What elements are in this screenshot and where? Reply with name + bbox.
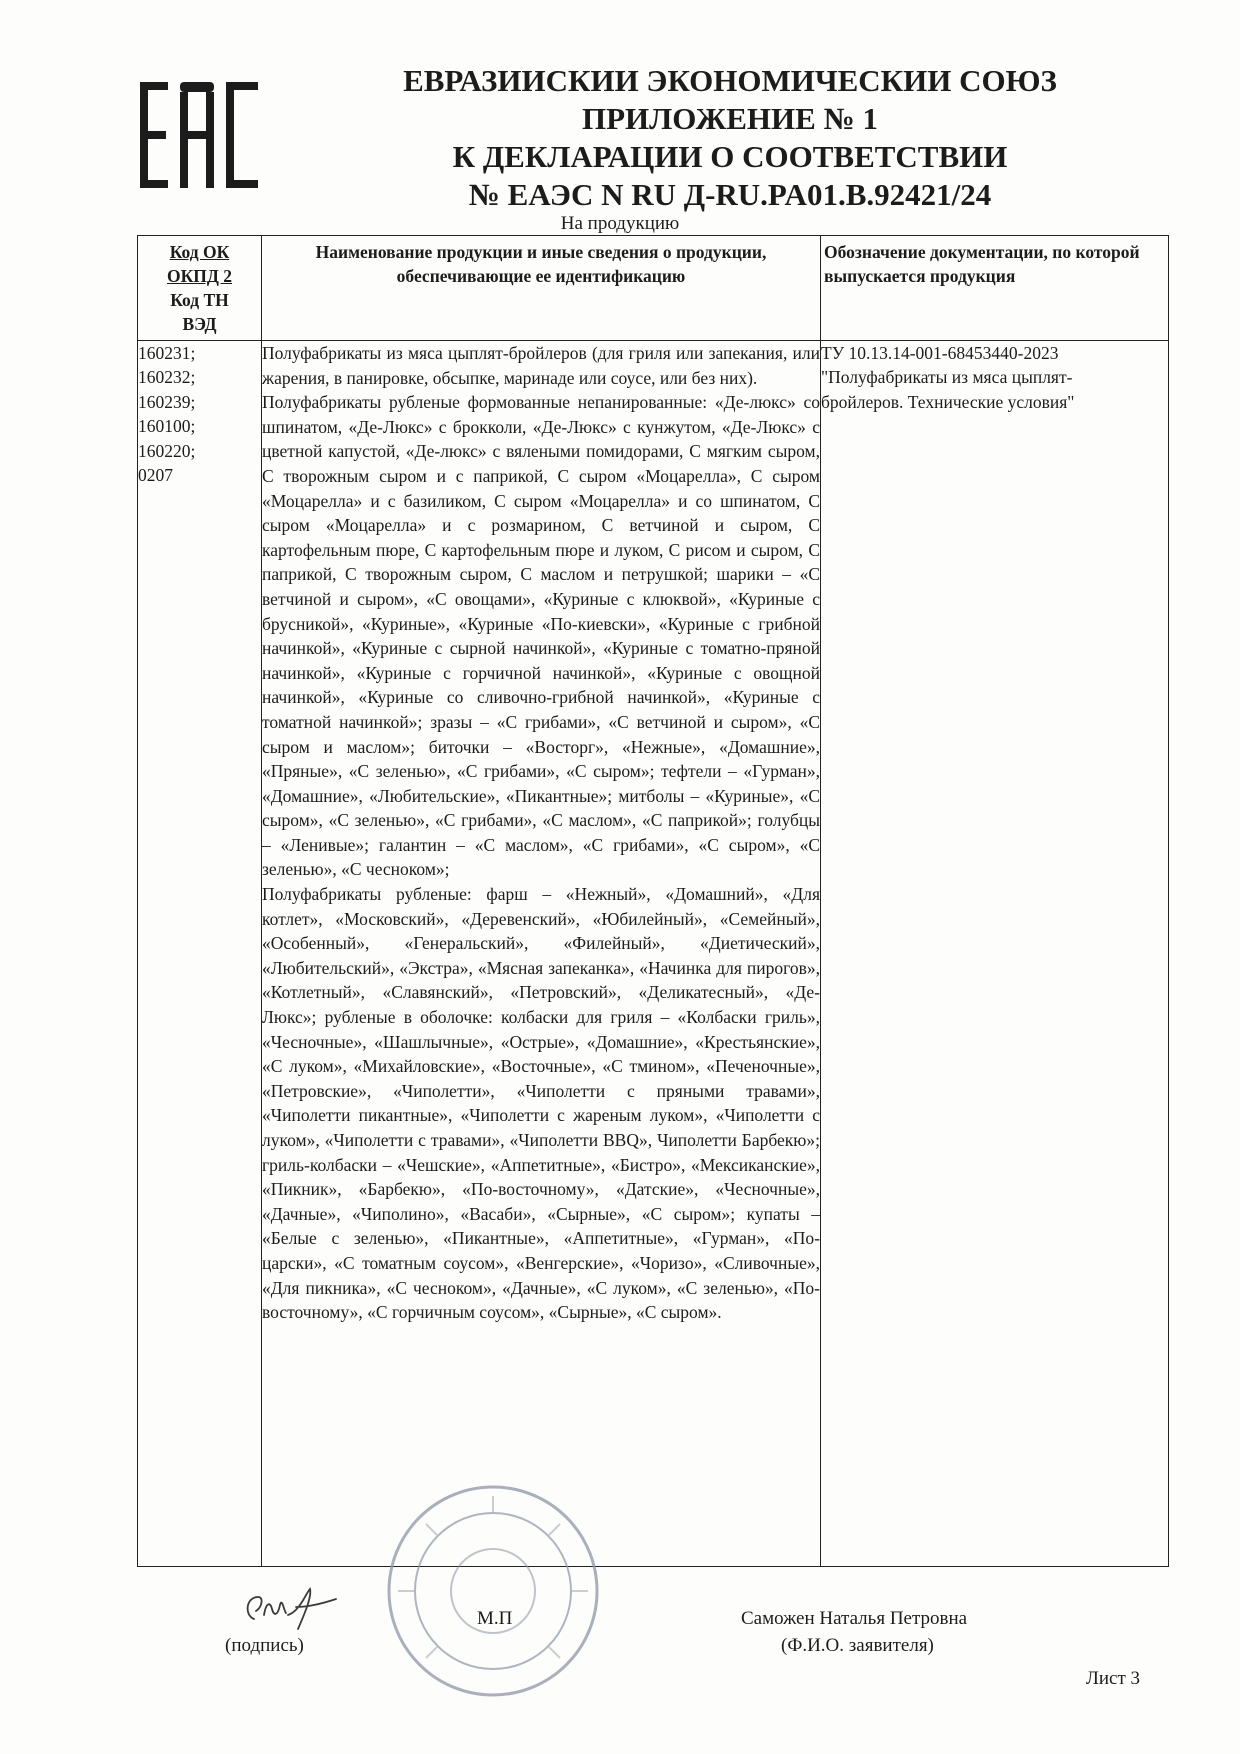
description-paragraph: Полуфабрикаты рубленые: фарш – «Нежный», «Домашний», «Для котлет», «Московский», «Деревенский», «Юбилейный», «Семейный», «Особенный», «Генеральский», «Филейный», «Диетический», «Любительский», «Экстра», «Мясная запеканка», «Начинка для пирогов», «Котлетный», «Славянский», «Петровский», «Деликатесный», «Де-Люкс»; рубленые в оболочке: колбаски для гриля – «Колбаски гриль», «Чесночные», «Шашлычные», «Острые», «Домашние», «Крестьянские», «С луком», «Михайловские», «Восточные», «С тмином», «Печеночные», «Петровские», «Чиполетти», «Чиполетти с пряными травами», «Чиполетти пикантные», «Чиполетти с жареным луком», «Чиполетти с луком», «Чиполетти с травами», «Чиполетти BBQ», Чиполетти Барбекю»; гриль-колбаски – «Чешские», «Аппетитные», «Бистро», «Мексиканские», «Пикник», «Барбекю», «По-восточному», «Датские», «Чесночные», «Дачные», «Чиполино», «Васаби», «Сырные», «С сыром»; купаты – «Белые с зеленью», «Пикантные», «Аппетитные», «Гурман», «По-царски», «С томатным соусом», «Венгерские», «Чоризо», «Сливочные», «Для пикника», «С чесноком», «Дачные», «С луком», «С зеленью», «По-восточному», «С горчичным соусом», «Сырные», «С сыром». [262, 884, 820, 1323]
header-subtitle: На продукцию [560, 213, 680, 234]
sheet-number: Лист 3 [1086, 1668, 1141, 1689]
stamp-label: М.П [477, 1608, 513, 1629]
header-code-ok: Код ОК [169, 242, 230, 262]
header-codes [138, 236, 262, 341]
applicant-label: (Ф.И.О. заявителя) [781, 1635, 934, 1656]
code-item: 160232; [138, 367, 196, 388]
header-ved: ВЭД [182, 314, 217, 334]
code-item: 160239; [138, 391, 196, 412]
products-table [137, 235, 1169, 1567]
code-item: 0207 [138, 465, 173, 486]
header-documentation: Обозначение документации, по которой выпускается продукция [821, 236, 1169, 341]
header-line-declaration: К ДЕКЛАРАЦИИ О СООТВЕТСТВИИ [452, 139, 1008, 174]
header-line-number: № ЕАЭС N RU Д-RU.PA01.B.92421/24 [468, 177, 992, 212]
header-okpd2: ОКПД 2 [166, 266, 233, 286]
applicant-name: Саможен Наталья Петровна [741, 1608, 968, 1629]
seal-stamp-graphic [384, 1482, 602, 1700]
signature-scribble [240, 1585, 340, 1635]
documentation-line: "Полуфабрикаты из мяса цыплят- [821, 367, 1073, 388]
documentation-line: бройлеров. Технические условия" [821, 391, 1075, 412]
description-paragraph: Полуфабрикаты из мяса цыплят-бройлеров (для гриля или запекания, или жарения, в панировке, обсыпке, маринаде или соусе, или без них). [262, 343, 820, 388]
description-cell [262, 341, 821, 1567]
company-seal [384, 1482, 602, 1700]
table-header-row [138, 236, 1169, 341]
code-item: 160100; [138, 416, 196, 437]
code-item: 160220; [138, 440, 196, 461]
code-item: 160231; [138, 343, 196, 363]
description-paragraph: Полуфабрикаты рубленые формованные непанированные: «Де-люкс» со шпинатом, «Де-Люкс» с брокколи, «Де-Люкс» с кунжутом, «Де-Люкс» с цветной капустой, «Де-люкс» с вялеными помидорами, С мягким сыром, С творожным сыром и с паприкой, С сыром «Моцарелла», С сыром «Моцарелла» и с базиликом, С сыром «Моцарелла» и со шпинатом, С сыром «Моцарелла» и с розмарином, С ветчиной и сыром, С картофельным пюре, С картофельным пюре и луком, С рисом и сыром, С паприкой, С творожным сыром, С маслом и петрушкой; шарики – «С ветчиной и сыром», «С овощами», «Куриные с клюквой», «Куриные с брусникой», «Куриные», «Куриные «По-киевски», «Куриные с грибной начинкой», «Куриные с сырной начинкой», «Куриные с томатно-пряной начинкой», «Куриные с горчичной начинкой», «Куриные с овощной начинкой», «Куриные со сливочно-грибной начинкой», «Куриные с томатной начинкой»; зразы – «С грибами», «С ветчиной и сыром», «С сыром и маслом»; биточки – «Восторг», «Нежные», «Домашние», «Пряные», «С зеленью», «С грибами», «С сыром»; тефтели – «Гурман», «Домашние», «Любительские», «Пикантные»; митболы – «Куриные», «С сыром», «С зеленью», «С грибами», «С маслом», «С паприкой»; голубцы – «Ленивые»; галантин – «С маслом», «С грибами», «С сыром», «С зеленью», «С чесноком»; [262, 392, 820, 880]
table-row [138, 341, 1169, 1567]
signature [240, 1585, 340, 1635]
header-line-union: ЕВРАЗИИСКИИ ЭКОНОМИЧЕСКИИ СОЮЗ [403, 63, 1057, 98]
documentation-line: ТУ 10.13.14-001-68453440-2023 [821, 343, 1059, 363]
header-product-name: Наименование продукции и иные сведения о продукции, обеспечивающие ее идентификацию [262, 236, 821, 341]
codes-cell [138, 341, 262, 1567]
documentation-cell [821, 341, 1169, 1567]
header-code-tn: Код ТН [170, 290, 229, 310]
document-header [330, 62, 1130, 214]
signature-label: (подпись) [225, 1635, 304, 1656]
eac-logo-mark [140, 82, 258, 188]
header-line-annex: ПРИЛОЖЕНИЕ № 1 [582, 101, 878, 136]
eac-logo [140, 82, 258, 188]
